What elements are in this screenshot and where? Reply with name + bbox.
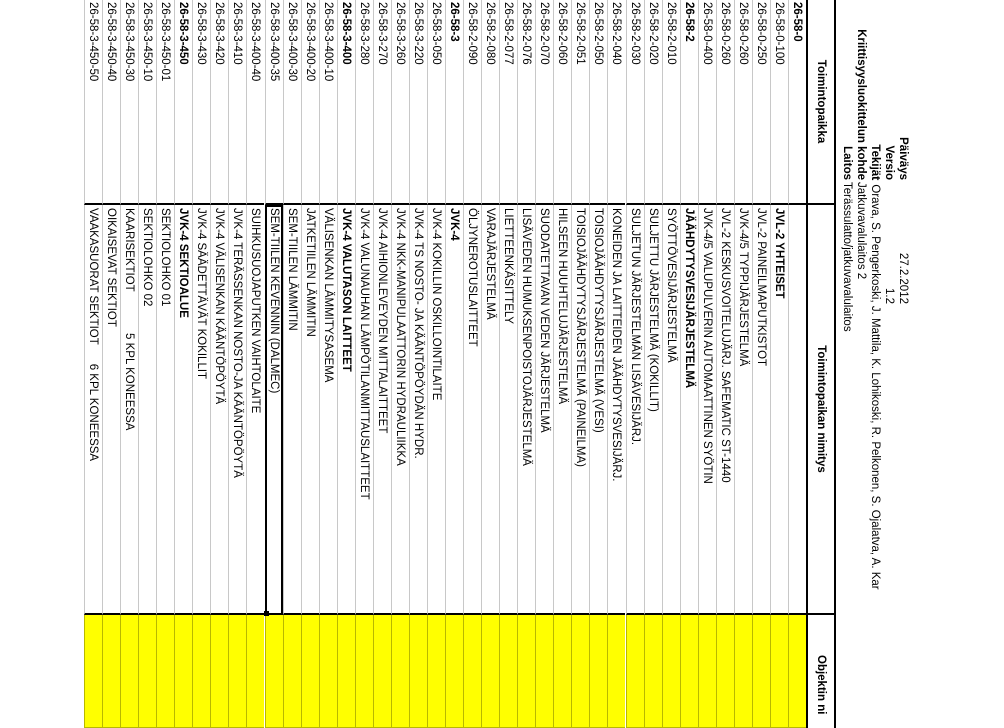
table-row	[481, 0, 499, 728]
table-row	[662, 0, 680, 728]
table-row	[553, 0, 571, 728]
table-row	[427, 0, 445, 728]
table-row	[571, 0, 589, 728]
cell-objektin-nimi[interactable]	[265, 615, 283, 728]
cell-toimintopaikka[interactable]: 26-58-3-450-50	[84, 0, 102, 205]
cell-objektin-nimi[interactable]	[644, 615, 662, 728]
table-row	[210, 0, 228, 728]
cell-objektin-nimi[interactable]	[752, 615, 770, 728]
table-row	[337, 0, 355, 728]
table-row	[409, 0, 427, 728]
cell-nimitys[interactable]: KAARISEKTIOT 5 KPL KONEESSA	[120, 205, 138, 615]
table-row	[138, 0, 156, 728]
cell-toimintopaikka[interactable]: 26-58-3-050	[427, 0, 445, 205]
cell-nimitys[interactable]: VAAKASUORAT SEKTIOT 6 KPL KONEESSA	[84, 205, 102, 615]
cell-objektin-nimi[interactable]	[608, 615, 626, 728]
cell-toimintopaikka[interactable]: 26-58-3-400-30	[283, 0, 301, 205]
cell-nimitys[interactable]: JVL-2 YHTEISET	[770, 205, 788, 615]
cell-nimitys[interactable]: JVK-4 KOKILLIN OSKILLOINTILAITE	[427, 205, 445, 615]
cell-objektin-nimi[interactable]	[84, 615, 102, 728]
cell-toimintopaikka[interactable]: 26-58-3-400-10	[319, 0, 337, 205]
cell-nimitys[interactable]: ÖLJYNEROTUSLAITTEET	[463, 205, 481, 615]
table-row	[788, 0, 806, 728]
cell-nimitys[interactable]: JATKETIILEN LÄMMITIN	[301, 205, 319, 615]
cell-objektin-nimi[interactable]	[481, 615, 499, 728]
cell-nimitys[interactable]: JVK-4 VÄLISENKAN KÄÄNTÖPÖYTÄ	[210, 205, 228, 615]
cell-toimintopaikka[interactable]: 26-58-0-260	[716, 0, 734, 205]
cell-objektin-nimi[interactable]	[355, 615, 373, 728]
laitos-label: Laitos	[841, 146, 853, 180]
cell-toimintopaikka[interactable]: 26-58-2-051	[571, 0, 589, 205]
cell-nimitys[interactable]: SUIHKUSUOJAPUTKEN VAIHTOLAITE	[247, 205, 265, 615]
cell-objektin-nimi[interactable]	[716, 615, 734, 728]
paivays-value: 27.2.2012	[897, 252, 909, 304]
cell-nimitys[interactable]: SUODATETTAVAN VEDEN JÄRJESTELMÄ	[535, 205, 553, 615]
cell-nimitys[interactable]: TOISIOJÄÄHDYTYSJÄRJESTELMÄ (VESI)	[589, 205, 607, 615]
cell-objektin-nimi[interactable]	[499, 615, 517, 728]
cell-objektin-nimi[interactable]	[463, 615, 481, 728]
table-row	[698, 0, 716, 728]
table-row	[192, 0, 210, 728]
cell-toimintopaikka[interactable]: 26-58-3-400	[337, 0, 355, 205]
versio-label: Versio	[883, 145, 895, 180]
table-row	[734, 0, 752, 728]
cell-objektin-nimi[interactable]	[210, 615, 228, 728]
sheet-header-info	[836, 0, 1004, 728]
versio-value: 1.2	[883, 288, 895, 304]
cell-objektin-nimi[interactable]	[553, 615, 571, 728]
table-row	[517, 0, 535, 728]
cell-objektin-nimi[interactable]	[788, 615, 806, 728]
cell-nimitys[interactable]: KONEIDEN JA LAITTEIDEN JÄÄHDYTYSVESIJÄRJ.	[608, 205, 626, 615]
cell-objektin-nimi[interactable]	[571, 615, 589, 728]
cell-toimintopaikka[interactable]: 26-58-2-077	[499, 0, 517, 205]
table-row	[626, 0, 644, 728]
table-row	[301, 0, 319, 728]
cell-nimitys[interactable]: JVL-2 PAINEILMAPUTKISTOT	[752, 205, 770, 615]
cell-objektin-nimi[interactable]	[373, 615, 391, 728]
cell-toimintopaikka[interactable]: 26-58-2-080	[481, 0, 499, 205]
cell-nimitys[interactable]: JVL-2 KESKUSVOITELUJÄRJ. SAFEMATIC ST-1440	[716, 205, 734, 615]
cell-objektin-nimi[interactable]	[120, 615, 138, 728]
cell-nimitys[interactable]: VARAJÄRJESTELMÄ	[481, 205, 499, 615]
table-row	[283, 0, 301, 728]
cell-nimitys[interactable]: SEKTIOLOHKO 01	[156, 205, 174, 615]
cell-toimintopaikka[interactable]: 26-58-3-410	[228, 0, 246, 205]
cell-nimitys[interactable]: LIETTEENKÄSITTELY	[499, 205, 517, 615]
cell-objektin-nimi[interactable]	[174, 615, 192, 728]
table-row	[156, 0, 174, 728]
cell-toimintopaikka[interactable]: 26-58-3-430	[192, 0, 210, 205]
cell-objektin-nimi[interactable]	[156, 615, 174, 728]
table-row	[608, 0, 626, 728]
table-row	[499, 0, 517, 728]
paivays-label: Päiväys	[897, 137, 909, 180]
cell-toimintopaikka[interactable]: 26-58-0-260	[734, 0, 752, 205]
column-header-toimintopaikka[interactable]: Toimintopaikka	[806, 0, 836, 205]
cell-toimintopaikka[interactable]: 26-58-3-450-01	[156, 0, 174, 205]
cell-toimintopaikka[interactable]: 26-58-2-040	[608, 0, 626, 205]
cell-toimintopaikka[interactable]: 26-58-3-420	[210, 0, 228, 205]
table-row	[102, 0, 120, 728]
cell-toimintopaikka[interactable]: 26-58-3	[445, 0, 463, 205]
tekijat-line	[868, 0, 882, 728]
table-row	[355, 0, 373, 728]
table-row	[680, 0, 698, 728]
cell-nimitys[interactable]: JVK-4 SEKTIOALUE	[174, 205, 192, 615]
cell-objektin-nimi[interactable]	[247, 615, 265, 728]
cell-toimintopaikka[interactable]: 26-58-2	[680, 0, 698, 205]
table-row	[228, 0, 246, 728]
cell-nimitys[interactable]: JVK-4/5 TYPPIJÄRJESTELMÄ	[734, 205, 752, 615]
cell-toimintopaikka[interactable]: 26-58-2-070	[535, 0, 553, 205]
cell-objektin-nimi[interactable]	[301, 615, 319, 728]
cell-toimintopaikka[interactable]: 26-58-3-220	[409, 0, 427, 205]
cell-objektin-nimi[interactable]	[589, 615, 607, 728]
cell-nimitys[interactable]: JVK-4 TS NOSTO- JA KÄÄNTÖPÖYDÄN HYDR.	[409, 205, 427, 615]
laitos-value: Terässulatto/jatkuvavalulaitos	[841, 182, 853, 332]
cell-objektin-nimi[interactable]	[662, 615, 680, 728]
cell-toimintopaikka[interactable]: 26-58-3-450-40	[102, 0, 120, 205]
column-header-nimitys[interactable]: Toimintopaikan nimitys	[806, 205, 836, 615]
cell-toimintopaikka[interactable]: 26-58-0-250	[752, 0, 770, 205]
table-row	[247, 0, 265, 728]
cell-toimintopaikka[interactable]: 26-58-2-020	[644, 0, 662, 205]
cell-toimintopaikka[interactable]: 26-58-2-030	[626, 0, 644, 205]
cell-nimitys-selected[interactable]: SEM-TIILEN KEVENNIN (DALMEC)	[265, 205, 283, 615]
cell-nimitys[interactable]: SYÖTTÖVESIJÄRJESTELMÄ	[662, 205, 680, 615]
cell-nimitys[interactable]: SULJETUN JÄRJESTELMÄN LISÄVESIJÄRJ.	[626, 205, 644, 615]
cell-objektin-nimi[interactable]	[138, 615, 156, 728]
cell-objektin-nimi[interactable]	[445, 615, 463, 728]
cell-toimintopaikka[interactable]: 26-58-0-400	[698, 0, 716, 205]
cell-nimitys[interactable]: VÄLISENKAN LÄMMITYSASEMA	[319, 205, 337, 615]
cell-nimitys[interactable]: HILSEEN HUUHTELUJÄRJESTELMÄ	[553, 205, 571, 615]
cell-objektin-nimi[interactable]	[517, 615, 535, 728]
cell-toimintopaikka[interactable]: 26-58-0-100	[770, 0, 788, 205]
cell-nimitys[interactable]: TOISIOJÄÄHDYTYSJÄRJESTELMÄ (PAINEILMA)	[571, 205, 589, 615]
table-row	[120, 0, 138, 728]
cell-nimitys[interactable]: LISÄVEDEN HUMUKSENPOISTOJÄRJESTELMÄ	[517, 205, 535, 615]
table-row	[265, 0, 283, 728]
table-row	[84, 0, 102, 728]
table-row	[589, 0, 607, 728]
cell-objektin-nimi[interactable]	[391, 615, 409, 728]
cell-objektin-nimi[interactable]	[319, 615, 337, 728]
cell-toimintopaikka[interactable]: 26-58-0	[788, 0, 806, 205]
cell-objektin-nimi[interactable]	[102, 615, 120, 728]
cell-objektin-nimi[interactable]	[409, 615, 427, 728]
cell-toimintopaikka[interactable]: 26-58-3-400-40	[247, 0, 265, 205]
table-row	[644, 0, 662, 728]
cell-nimitys[interactable]: JVK-4 VALUNAUHAN LÄMPÖTILANMITTAUSLAITTEET	[355, 205, 373, 615]
kohde-label: Kriittisyysluokittelun kohde	[855, 29, 867, 180]
cell-nimitys[interactable]: JÄÄHDYTYSVESIJÄRJESTELMÄ	[680, 205, 698, 615]
cell-objektin-nimi[interactable]	[337, 615, 355, 728]
cell-nimitys[interactable]: SEKTIOLOHKO 02	[138, 205, 156, 615]
table-row	[716, 0, 734, 728]
cell-toimintopaikka[interactable]: 26-58-2-090	[463, 0, 481, 205]
cell-toimintopaikka[interactable]: 26-58-2-010	[662, 0, 680, 205]
cell-objektin-nimi[interactable]	[228, 615, 246, 728]
paivays-line	[896, 0, 910, 728]
cell-toimintopaikka[interactable]: 26-58-3-280	[355, 0, 373, 205]
cell-nimitys[interactable]: JVK-4 NKK-MANIPULAATTORIN HYDRAULIIKKA	[391, 205, 409, 615]
cell-nimitys[interactable]: JVK-4 TERÄSSENKAN NOSTO-JA KÄÄNTÖPÖYTÄ	[228, 205, 246, 615]
cell-nimitys[interactable]: JVK-4/5 VALUPULVERIN AUTOMAATTINEN SYÖTIN	[698, 205, 716, 615]
table-row	[770, 0, 788, 728]
tekijat-label: Tekijät	[869, 144, 881, 180]
cell-toimintopaikka[interactable]: 26-58-3-260	[391, 0, 409, 205]
cell-objektin-nimi[interactable]	[283, 615, 301, 728]
cell-objektin-nimi[interactable]	[680, 615, 698, 728]
cell-objektin-nimi[interactable]	[734, 615, 752, 728]
cell-objektin-nimi[interactable]	[770, 615, 788, 728]
cell-nimitys[interactable]	[788, 205, 806, 615]
table-row	[535, 0, 553, 728]
kohde-line	[854, 0, 868, 728]
cell-toimintopaikka[interactable]: 26-58-3-450	[174, 0, 192, 205]
cell-toimintopaikka[interactable]: 26-58-2-076	[517, 0, 535, 205]
table-row	[391, 0, 409, 728]
cell-toimintopaikka[interactable]: 26-58-3-400-20	[301, 0, 319, 205]
cell-objektin-nimi[interactable]	[535, 615, 553, 728]
cell-objektin-nimi[interactable]	[698, 615, 716, 728]
table-row	[319, 0, 337, 728]
cell-toimintopaikka[interactable]: 26-58-2-060	[553, 0, 571, 205]
table-row	[752, 0, 770, 728]
cell-nimitys[interactable]: JVK-4 SÄÄDETTÄVÄT KOKILLIT	[192, 205, 210, 615]
cell-toimintopaikka[interactable]: 26-58-3-270	[373, 0, 391, 205]
table-row	[174, 0, 192, 728]
versio-line	[882, 0, 896, 728]
cell-objektin-nimi[interactable]	[626, 615, 644, 728]
laitos-line	[840, 0, 854, 728]
kohde-value: Jatkuvavalulaitos 2	[855, 182, 867, 280]
tekijat-value: : Orava, S. Pengerkoski, J. Mattila, K. Lohikoski, R. Pelkonen, S. Ojalatva, A. Kar	[869, 178, 881, 590]
cell-toimintopaikka[interactable]: 26-58-3-450-10	[138, 0, 156, 205]
cell-toimintopaikka[interactable]: 26-58-3-400-35	[265, 0, 283, 205]
cell-nimitys[interactable]: OIKAISEVAT SEKTIOT	[102, 205, 120, 615]
table-row	[445, 0, 463, 728]
cell-objektin-nimi[interactable]	[192, 615, 210, 728]
cell-toimintopaikka[interactable]: 26-58-3-450-30	[120, 0, 138, 205]
cell-nimitys[interactable]: JVK-4 AIHIONLEVEYDEN MITTALAITTEET	[373, 205, 391, 615]
cell-nimitys[interactable]: SEM-TIILEN LÄMMITIN	[283, 205, 301, 615]
cell-objektin-nimi[interactable]	[427, 615, 445, 728]
table-row	[463, 0, 481, 728]
column-header-objektin[interactable]: Objektin ni	[806, 615, 836, 728]
cell-nimitys[interactable]: JVK-4 VALUTASON LAITTEET	[337, 205, 355, 615]
cell-nimitys[interactable]: JVK-4	[445, 205, 463, 615]
cell-toimintopaikka[interactable]: 26-58-2-050	[589, 0, 607, 205]
table-row	[373, 0, 391, 728]
cell-nimitys[interactable]: SULJETTU JÄRJESTELMÄ (KOKILLIT)	[644, 205, 662, 615]
